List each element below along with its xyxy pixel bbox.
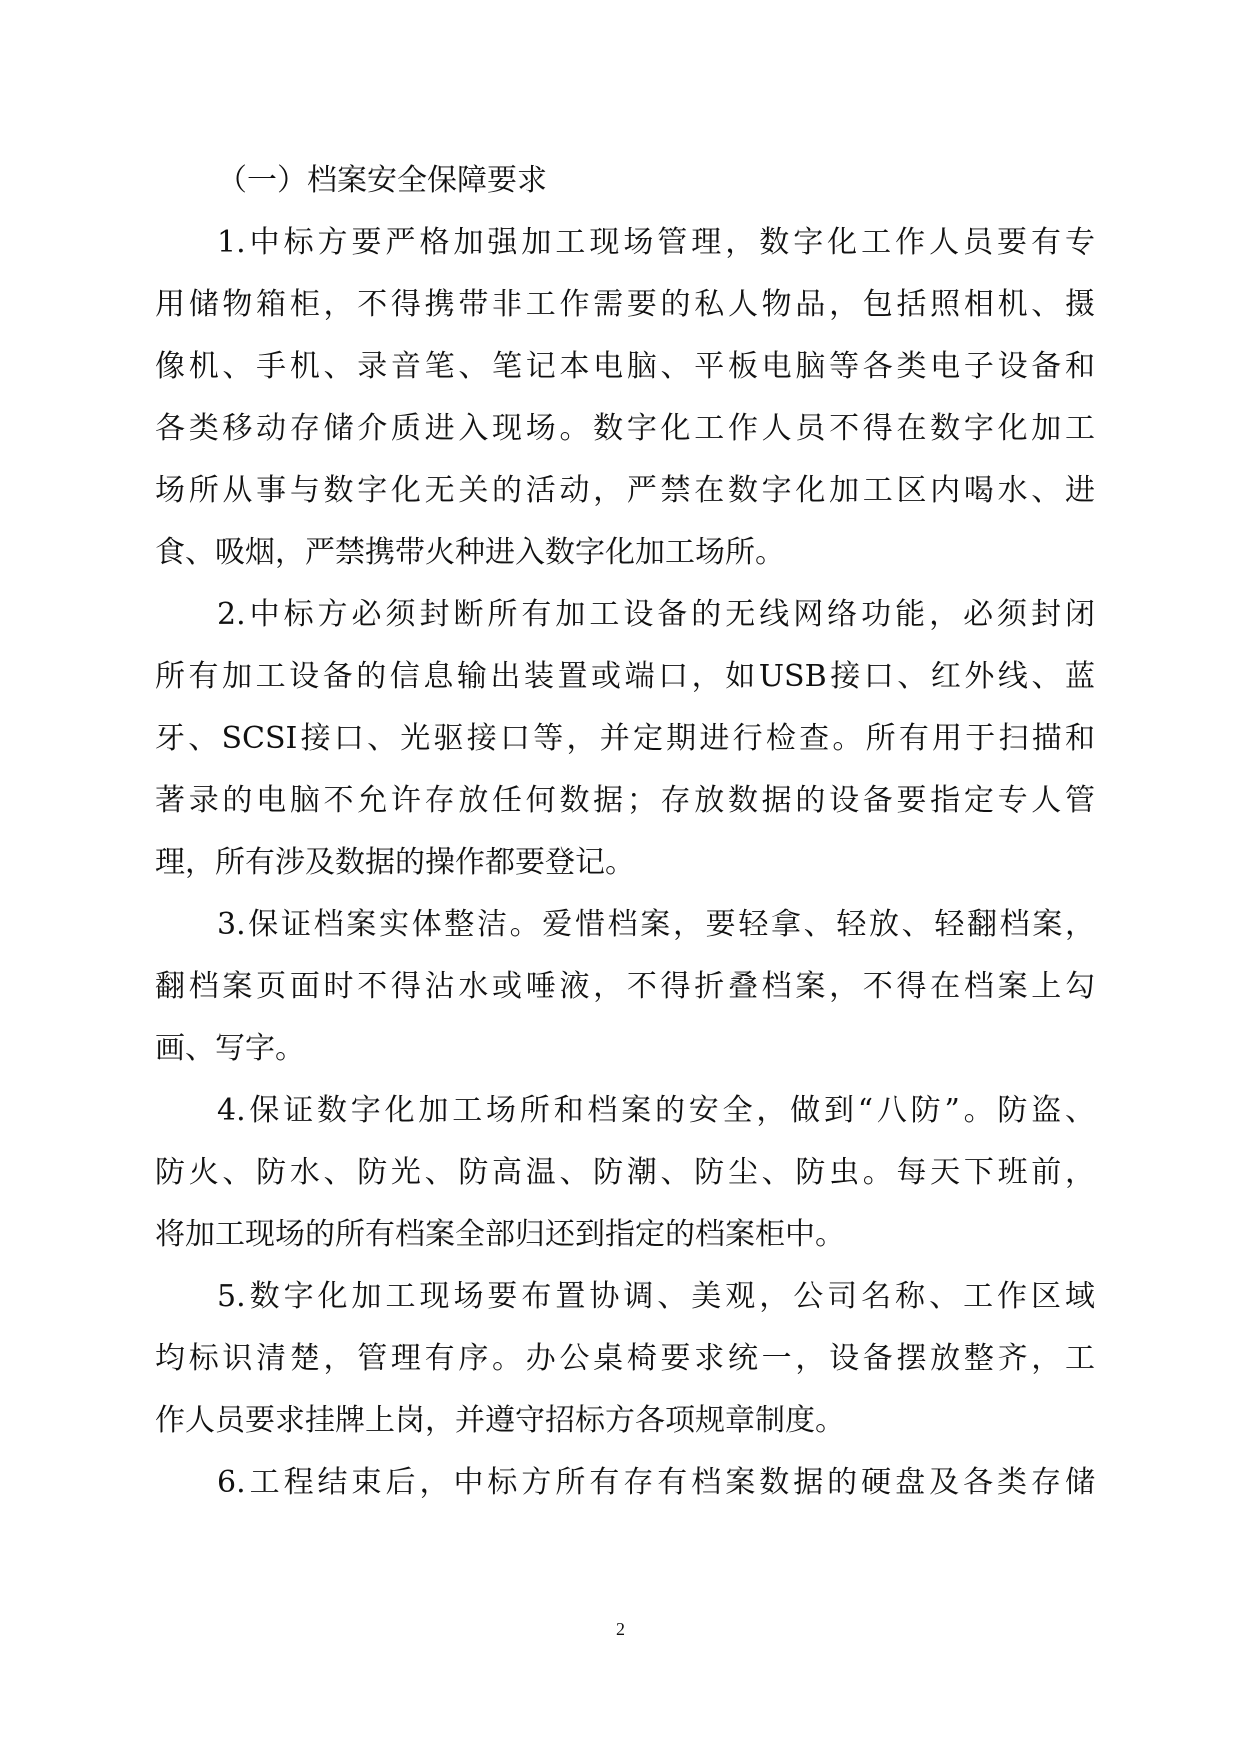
paragraph-4 [155,1080,1095,1266]
paragraph-line: 作人员要求挂牌上岗，并遵守招标方各项规章制度。 [155,1403,845,1438]
paragraph-line: 各类移动存储介质进入现场。数字化工作人员不得在数字化加工 [155,411,1095,446]
paragraph-line: 理，所有涉及数据的操作都要登记。 [155,845,635,880]
paragraph-line: 所有加工设备的信息输出装置或端口，如USB接口、红外线、蓝 [155,659,1095,694]
paragraph-6 [155,1452,1095,1514]
paragraph-line: 2.中标方必须封断所有加工设备的无线网络功能，必须封闭 [217,597,1095,632]
paragraph-line: 食、吸烟，严禁携带火种进入数字化加工场所。 [155,535,785,570]
paragraph-line: 将加工现场的所有档案全部归还到指定的档案柜中。 [155,1217,845,1252]
paragraph-line: 像机、手机、录音笔、笔记本电脑、平板电脑等各类电子设备和 [155,349,1095,384]
paragraph-line: 均标识清楚，管理有序。办公桌椅要求统一，设备摆放整齐，工 [155,1341,1095,1376]
paragraph-line: 牙、SCSI接口、光驱接口等，并定期进行检查。所有用于扫描和 [155,721,1095,756]
page-number: 2 [616,1619,625,1639]
paragraph-line: 翻档案页面时不得沾水或唾液，不得折叠档案，不得在档案上勾 [155,969,1095,1004]
paragraph-line: 4.保证数字化加工场所和档案的安全，做到“八防”。防盗、 [217,1093,1095,1128]
paragraph-line: 著录的电脑不允许存放任何数据；存放数据的设备要指定专人管 [155,783,1095,818]
paragraph-line: 1.中标方要严格加强加工现场管理，数字化工作人员要有专 [217,225,1095,260]
paragraph-line: 场所从事与数字化无关的活动，严禁在数字化加工区内喝水、进 [155,473,1095,508]
paragraph-line: 3.保证档案实体整洁。爱惜档案，要轻拿、轻放、轻翻档案， [217,907,1095,942]
document-body [155,150,1095,1514]
paragraph-line: 画、写字。 [155,1031,305,1066]
section-heading: （一）档案安全保障要求 [217,163,547,198]
paragraph-5 [155,1266,1095,1452]
paragraph-2 [155,584,1095,894]
paragraph-line: 6.工程结束后，中标方所有存有档案数据的硬盘及各类存储 [217,1465,1095,1500]
paragraph-line: 5.数字化加工现场要布置协调、美观，公司名称、工作区域 [217,1279,1095,1314]
paragraph-3 [155,894,1095,1080]
paragraph-1 [155,212,1095,584]
paragraph-line: 防火、防水、防光、防高温、防潮、防尘、防虫。每天下班前， [155,1155,1095,1190]
paragraph-line: 用储物箱柜，不得携带非工作需要的私人物品，包括照相机、摄 [155,287,1095,322]
